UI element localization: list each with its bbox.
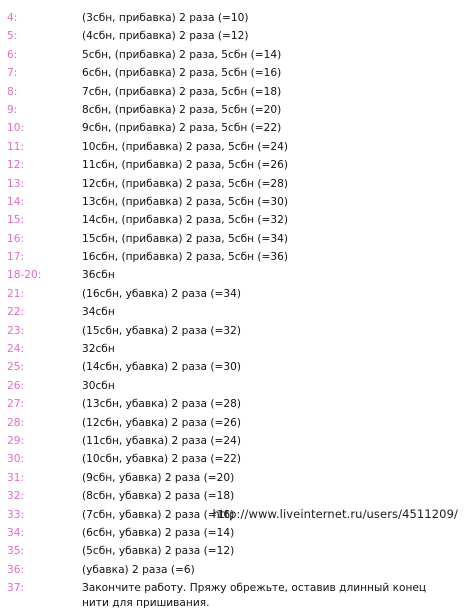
row-instruction: Закончите работу. Пряжу обрежьте, оставив длинный конец нити для пришивания. xyxy=(82,582,427,609)
row-number: 25: xyxy=(7,361,25,374)
row-instruction: 36сбн xyxy=(82,269,115,282)
pattern-row xyxy=(0,211,466,229)
row-instruction: 30сбн xyxy=(82,379,115,392)
row-number: 13: xyxy=(7,177,25,190)
row-number: 23: xyxy=(7,324,25,337)
row-instruction: (4сбн, прибавка) 2 раза (=12) xyxy=(82,30,249,43)
pattern-row xyxy=(0,322,466,340)
pattern-row xyxy=(0,46,466,64)
pattern-row xyxy=(0,9,466,27)
row-instruction: 12сбн, (прибавка) 2 раза, 5сбн (=28) xyxy=(82,177,289,190)
pattern-row xyxy=(0,395,466,413)
pattern-row xyxy=(0,193,466,211)
row-number: 35: xyxy=(7,545,25,558)
row-number: 18-20: xyxy=(7,269,42,282)
pattern-row xyxy=(0,469,466,487)
row-instruction: 11сбн, (прибавка) 2 раза, 5сбн (=26) xyxy=(82,159,289,172)
pattern-row xyxy=(0,83,466,101)
row-instruction: (15сбн, убавка) 2 раза (=32) xyxy=(82,324,241,337)
pattern-row xyxy=(0,303,466,321)
row-number: 10: xyxy=(7,122,25,135)
row-number: 26: xyxy=(7,379,25,392)
pattern-row xyxy=(0,27,466,45)
row-number: 32: xyxy=(7,490,25,503)
row-instruction: (9сбн, убавка) 2 раза (=20) xyxy=(82,471,235,484)
pattern-row-final xyxy=(0,579,466,610)
pattern-row xyxy=(0,248,466,266)
row-instruction: (16сбн, убавка) 2 раза (=34) xyxy=(82,287,241,300)
pattern-row xyxy=(0,487,466,505)
row-instruction: (10сбн, убавка) 2 раза (=22) xyxy=(82,453,241,466)
pattern-row xyxy=(0,432,466,450)
row-number: 16: xyxy=(7,232,25,245)
row-number: 5: xyxy=(7,30,18,43)
pattern-row xyxy=(0,542,466,560)
row-instruction: (11сбн, убавка) 2 раза (=24) xyxy=(82,434,241,447)
row-number: 30: xyxy=(7,453,25,466)
row-number: 34: xyxy=(7,526,25,539)
row-number: 12: xyxy=(7,159,25,172)
pattern-row xyxy=(0,175,466,193)
pattern-row xyxy=(0,377,466,395)
row-number: 21: xyxy=(7,287,25,300)
pattern-row xyxy=(0,414,466,432)
row-instruction: 6сбн, (прибавка) 2 раза, 5сбн (=16) xyxy=(82,67,282,80)
row-instruction: (5сбн, убавка) 2 раза (=12) xyxy=(82,545,235,558)
row-number: 6: xyxy=(7,48,18,61)
pattern-row xyxy=(0,358,466,376)
row-number: 22: xyxy=(7,306,25,319)
pattern-row xyxy=(0,561,466,579)
row-number: 27: xyxy=(7,398,25,411)
row-instruction: (13сбн, убавка) 2 раза (=28) xyxy=(82,398,241,411)
row-number: 36: xyxy=(7,563,25,576)
row-number: 11: xyxy=(7,140,25,153)
row-instruction: 9сбн, (прибавка) 2 раза, 5сбн (=22) xyxy=(82,122,282,135)
row-instruction: 8сбн, (прибавка) 2 раза, 5сбн (=20) xyxy=(82,103,282,116)
pattern-row xyxy=(0,450,466,468)
row-instruction: (6сбн, убавка) 2 раза (=14) xyxy=(82,526,235,539)
row-number: 37: xyxy=(7,582,25,595)
pattern-row xyxy=(0,156,466,174)
row-number: 31: xyxy=(7,471,25,484)
row-instruction: 5сбн, (прибавка) 2 раза, 5сбн (=14) xyxy=(82,48,282,61)
row-instruction: (12сбн, убавка) 2 раза (=26) xyxy=(82,416,241,429)
row-number: 28: xyxy=(7,416,25,429)
row-instruction: 14сбн, (прибавка) 2 раза, 5сбн (=32) xyxy=(82,214,289,227)
row-number: 14: xyxy=(7,195,25,208)
row-number: 17: xyxy=(7,251,25,264)
row-instruction: (14сбн, убавка) 2 раза (=30) xyxy=(82,361,241,374)
row-instruction: (3сбн, прибавка) 2 раза (=10) xyxy=(82,12,249,24)
row-instruction: 15сбн, (прибавка) 2 раза, 5сбн (=34) xyxy=(82,232,289,245)
row-instruction: 34сбн xyxy=(82,306,115,319)
pattern-row xyxy=(0,119,466,137)
row-number: 33: xyxy=(7,508,25,521)
pattern-row xyxy=(0,138,466,156)
pattern-row xyxy=(0,230,466,248)
row-instruction: 13сбн, (прибавка) 2 раза, 5сбн (=30) xyxy=(82,195,289,208)
row-instruction: 10сбн, (прибавка) 2 раза, 5сбн (=24) xyxy=(82,140,289,153)
row-instruction: 16сбн, (прибавка) 2 раза, 5сбн (=36) xyxy=(82,251,289,264)
pattern-row xyxy=(0,266,466,284)
row-number: 29: xyxy=(7,434,25,447)
row-instruction: 7сбн, (прибавка) 2 раза, 5сбн (=18) xyxy=(82,85,282,98)
source-url-watermark: http://www.liveinternet.ru/users/4511209/ xyxy=(212,507,458,521)
row-instruction: (7сбн, убавка) 2 раза (=16) xyxy=(82,508,235,521)
pattern-row xyxy=(0,524,466,542)
row-number: 24: xyxy=(7,343,25,356)
pattern-row xyxy=(0,340,466,358)
row-number: 15: xyxy=(7,214,25,227)
row-instruction: (8сбн, убавка) 2 раза (=18) xyxy=(82,490,235,503)
row-number: 8: xyxy=(7,85,18,98)
pattern-row xyxy=(0,285,466,303)
row-instruction: 32сбн xyxy=(82,343,115,356)
row-number: 7: xyxy=(7,67,18,80)
row-number: 4: xyxy=(7,12,18,24)
row-number: 9: xyxy=(7,103,18,116)
pattern-row xyxy=(0,101,466,119)
row-instruction: (убавка) 2 раза (=6) xyxy=(82,563,195,576)
pattern-row xyxy=(0,64,466,82)
